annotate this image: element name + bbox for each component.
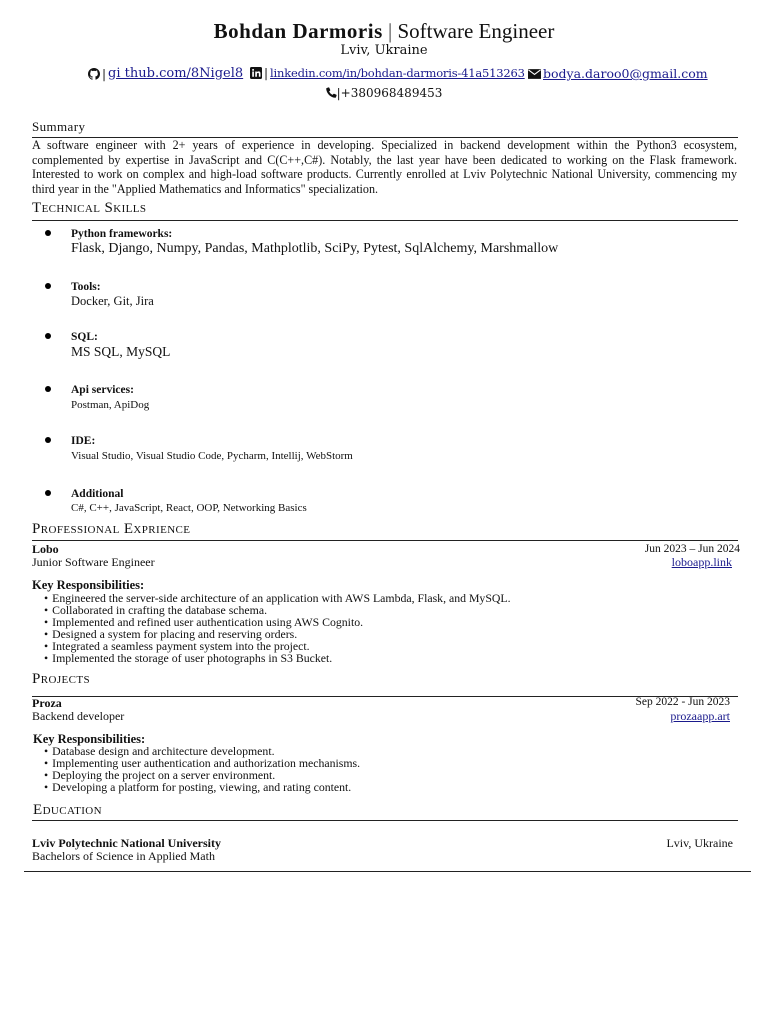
degree-name: Bachelors of Science in Applied Math	[32, 849, 215, 863]
github-contact	[88, 66, 243, 81]
email-link[interactable]: bodya.daroo0@gmail.com	[543, 66, 708, 81]
list-item: • Designed a system for placing and reserving orders.	[44, 628, 511, 640]
linkedin-icon	[250, 67, 262, 79]
skills-divider	[32, 220, 738, 221]
school-name: Lviv Polytechnic National University	[32, 836, 221, 850]
education-heading: Education	[33, 802, 102, 818]
email-contact	[528, 66, 708, 81]
company-link[interactable]: loboapp.link	[671, 555, 732, 569]
skill-label: Additional	[71, 488, 124, 500]
experience-divider	[32, 540, 738, 541]
job-title: Junior Software Engineer	[32, 555, 155, 569]
github-link[interactable]: gi thub.com/8Nigel8	[108, 66, 244, 81]
education-divider	[32, 820, 738, 821]
bullet-icon	[45, 437, 51, 443]
experience-heading: Professional Exprience	[32, 521, 191, 537]
header-title	[0, 18, 768, 44]
github-prefix: |	[102, 66, 107, 81]
skill-value: Visual Studio, Visual Studio Code, Pycharm, Intellij, WebStorm	[71, 450, 353, 462]
linkedin-contact	[250, 66, 525, 80]
skills-heading: Technical Skills	[32, 200, 147, 216]
linkedin-prefix: |	[264, 66, 269, 80]
list-item: • Engineered the server-side architecture of an application with AWS Lambda, Flask, and MySQL.	[44, 592, 511, 604]
list-item: • Integrated a seamless payment system into the project.	[44, 640, 511, 652]
skill-label: Api services:	[71, 384, 134, 396]
list-item: • Implementing user authentication and authorization mechanisms.	[44, 757, 360, 769]
school-location: Lviv, Ukraine	[666, 836, 733, 850]
bullet-icon	[45, 490, 51, 496]
bullet-icon	[45, 386, 51, 392]
phone-contact	[0, 86, 768, 100]
skill-label: IDE:	[71, 435, 96, 447]
projects-divider	[32, 696, 738, 697]
skill-label: Python frameworks:	[71, 228, 173, 240]
bullet-icon	[45, 283, 51, 289]
project-name: Proza	[32, 696, 62, 710]
project-dates: Sep 2022 - Jun 2023	[635, 696, 730, 708]
project-responsibilities	[44, 745, 360, 793]
envelope-icon	[528, 69, 541, 79]
list-item: • Implemented the storage of user photographs in S3 Bucket.	[44, 652, 511, 664]
title-separator: |	[388, 19, 393, 43]
project-role: Backend developer	[32, 709, 125, 723]
skill-label: SQL:	[71, 331, 98, 343]
job-dates: Jun 2023 – Jun 2024	[644, 543, 740, 555]
responsibilities-label: Key Responsibilities:	[33, 732, 146, 746]
list-item: • Developing a platform for posting, viewing, and rating content.	[44, 781, 360, 793]
skill-value: Postman, ApiDog	[71, 399, 150, 411]
project-link[interactable]: prozaapp.art	[670, 709, 730, 723]
bullet-icon	[45, 333, 51, 339]
responsibilities-label: Key Responsibilities:	[32, 578, 145, 592]
candidate-location: Lviv, Ukraine	[340, 43, 428, 58]
bullet-icon	[45, 230, 51, 236]
summary-text: A software engineer with 2+ years of experience in developing. Specialized in backend development within the Python3 ecosystem, complemented by expertise in JavaScript and C(C++,C#). Notably, the last year have been dedicated to working on the Flask framework. Interested to work on complex and high-load software products. Currently enrolled at Lviv Polytechnic National University, commencing my third year in the "Applied Mathematics and Informatics" specialization.	[32, 138, 737, 196]
list-item: • Deploying the project on a server environment.	[44, 769, 360, 781]
skill-value: Docker, Git, Jira	[71, 294, 154, 308]
github-icon	[88, 68, 100, 80]
company-name: Lobo	[32, 542, 59, 556]
phone-icon	[326, 87, 337, 98]
candidate-name: Bohdan Darmoris	[213, 19, 383, 43]
skill-label: Tools:	[71, 281, 101, 293]
skill-value: Flask, Django, Numpy, Pandas, Mathplotlib, SciPy, Pytest, SqlAlchemy, Marshmallow	[71, 241, 559, 256]
summary-heading: Summary	[32, 119, 86, 134]
phone-number: |+380968489453	[336, 86, 443, 100]
candidate-role: Software Engineer	[397, 19, 555, 43]
linkedin-link[interactable]: linkedin.com/in/bohdan-darmoris-41a513263	[270, 66, 525, 80]
experience-responsibilities	[44, 592, 511, 664]
projects-heading: Projects	[32, 671, 90, 687]
footer-divider	[24, 871, 751, 872]
skill-value: C#, C++, JavaScript, React, OOP, Networking Basics	[71, 502, 307, 514]
list-item: • Collaborated in crafting the database schema.	[44, 604, 511, 616]
skill-value: MS SQL, MySQL	[71, 344, 171, 359]
list-item: • Implemented and refined user authentication using AWS Cognito.	[44, 616, 511, 628]
list-item: • Database design and architecture development.	[44, 745, 360, 757]
